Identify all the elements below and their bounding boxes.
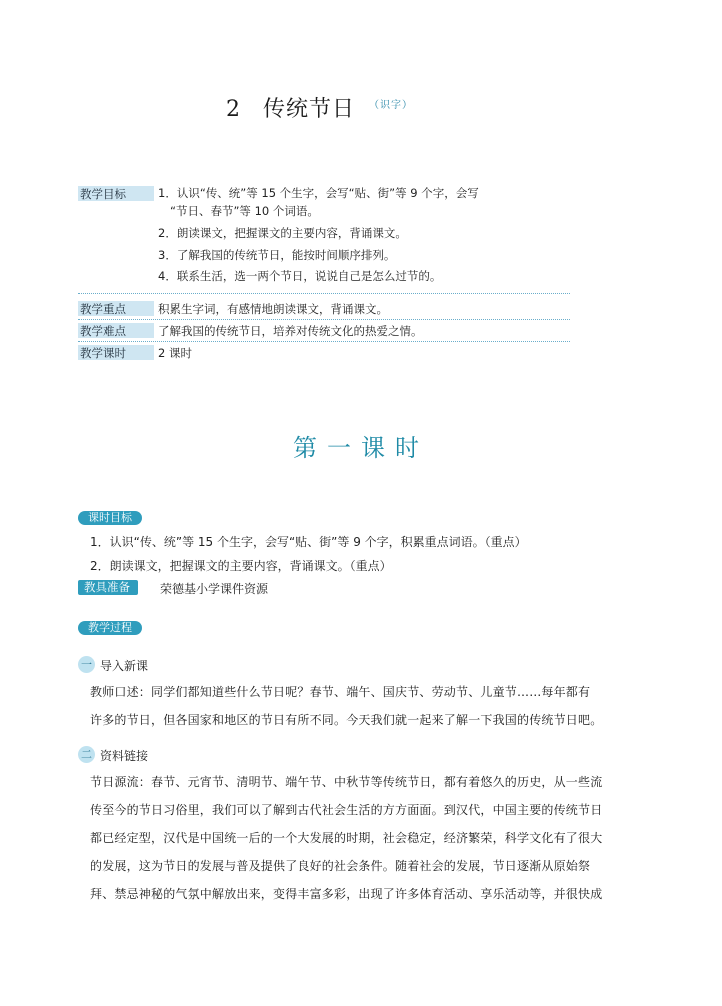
lesson-period-heading: 第一课时 bbox=[293, 434, 429, 462]
section-badge: 二 bbox=[78, 746, 95, 763]
goal-line-1-cont: “节日、春节”等 10 个词语。 bbox=[170, 204, 319, 218]
section-title: 资料链接 bbox=[100, 749, 149, 763]
paragraph-line: 许多的节日，但各国家和地区的节日有所不同。今天我们就一起来了解一下我国的传统节日吧。 bbox=[90, 713, 603, 727]
paragraph-line: 拜、禁忌神秘的气氛中解放出来，变得丰富多彩，出现了许多体育活动、享乐活动等，并很快成 bbox=[90, 887, 603, 901]
goals-label: 教学目标 bbox=[80, 187, 126, 201]
goal-line-2: 2．朗读课文，把握课文的主要内容，背诵课文。 bbox=[158, 226, 407, 240]
difficulty-label: 教学难点 bbox=[80, 324, 126, 338]
hours-label: 教学课时 bbox=[80, 346, 126, 360]
objective-line-1: 1．认识“传、统”等 15 个生字，会写“贴、街”等 9 个字，积累重点词语。（重点） bbox=[90, 535, 527, 549]
prep-text: 荣德基小学课件资源 bbox=[160, 582, 269, 596]
lesson-title-text: 传统节日 bbox=[263, 97, 356, 122]
goal-line-4: 4．联系生活，选一两个节日，说说自己是怎么过节的。 bbox=[158, 269, 442, 283]
paragraph-line: 都已经定型，汉代是中国统一后的一个大发展的时期，社会稳定，经济繁荣，科学文化有了很大 bbox=[90, 831, 603, 845]
prep-label: 教具准备 bbox=[78, 580, 138, 595]
objective-line-2: 2．朗读课文，把握课文的主要内容，背诵课文。（重点） bbox=[90, 559, 392, 573]
goal-line-1: 1．认识“传、统”等 15 个生字，会写“贴、街”等 9 个字，会写 bbox=[158, 186, 479, 200]
paragraph-line: 的发展，这为节日的发展与普及提供了良好的社会条件。随着社会的发展，节日逐渐从原始祭 bbox=[90, 859, 591, 873]
paragraph-line: 教师口述：同学们都知道些什么节日呢？春节、端午、国庆节、劳动节、儿童节……每年都有 bbox=[90, 685, 591, 699]
divider bbox=[78, 293, 570, 294]
difficulty-text: 了解我国的传统节日，培养对传统文化的热爱之情。 bbox=[158, 324, 423, 338]
process-label: 教学过程 bbox=[78, 621, 142, 635]
section-title: 导入新课 bbox=[100, 659, 149, 673]
divider bbox=[78, 341, 570, 342]
objectives-label: 课时目标 bbox=[78, 511, 142, 525]
paragraph-line: 节日源流：春节、元宵节、清明节、端午节、中秋节等传统节日，都有着悠久的历史，从一些流 bbox=[90, 775, 603, 789]
lesson-subtitle: （识字） bbox=[369, 100, 414, 111]
key-text: 积累生字词，有感情地朗读课文，背诵课文。 bbox=[158, 302, 388, 316]
divider bbox=[78, 319, 570, 320]
goal-line-3: 3．了解我国的传统节日，能按时间顺序排列。 bbox=[158, 248, 396, 262]
lesson-title bbox=[226, 92, 413, 123]
key-label: 教学重点 bbox=[80, 302, 126, 316]
section-badge: 一 bbox=[78, 656, 95, 673]
paragraph-line: 传至今的节日习俗里，我们可以了解到古代社会生活的方方面面。到汉代，中国主要的传统节日 bbox=[90, 803, 603, 817]
lesson-number: 2 bbox=[226, 97, 241, 122]
hours-text: 2 课时 bbox=[158, 346, 192, 360]
